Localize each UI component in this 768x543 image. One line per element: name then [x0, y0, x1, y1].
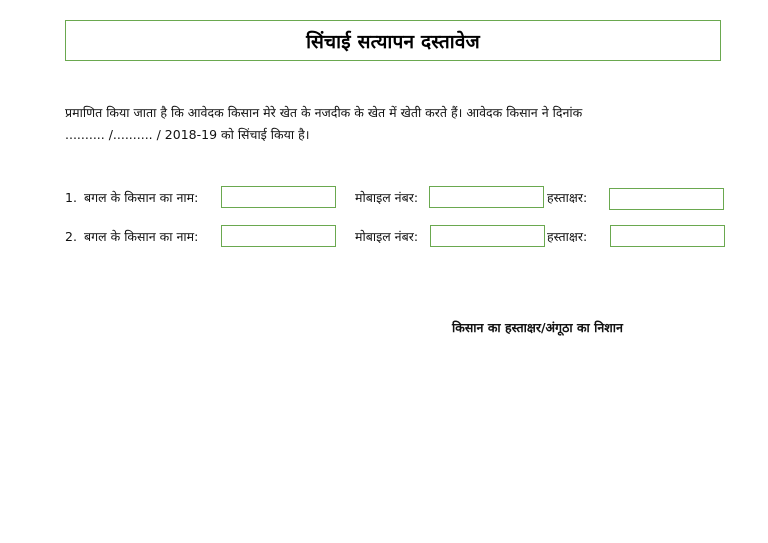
mobile-number-input[interactable] — [430, 225, 545, 247]
certification-statement — [65, 102, 685, 146]
neighbor-name-input[interactable] — [221, 225, 336, 247]
signature-input[interactable] — [609, 188, 724, 210]
mobile-number-label: मोबाइल नंबर: — [355, 229, 419, 244]
row-number: 1. — [65, 190, 77, 205]
neighbor-name-label: बगल के किसान का नाम: — [84, 190, 199, 205]
row-number: 2. — [65, 229, 77, 244]
signature-label: हस्ताक्षर: — [547, 190, 588, 205]
document-title: सिंचाई सत्यापन दस्तावेज — [306, 30, 480, 53]
statement-line-1: प्रमाणित किया जाता है कि आवेदक किसान मेरे खेत के नजदीक के खेत में खेती करते हैं। आवेदक किसान ने दिनांक — [65, 105, 583, 120]
statement-line-2: .......... /.......... / 2018-19 को सिंचाई किया है। — [65, 127, 310, 142]
neighbor-row-2 — [0, 225, 768, 249]
neighbor-name-label: बगल के किसान का नाम: — [84, 229, 199, 244]
mobile-number-label: मोबाइल नंबर: — [355, 190, 419, 205]
title-box — [65, 20, 721, 61]
signature-label: हस्ताक्षर: — [547, 229, 588, 244]
signature-input[interactable] — [610, 225, 725, 247]
farmer-signature-label: किसान का हस्ताक्षर/अंगूठा का निशान — [452, 320, 623, 335]
neighbor-row-1 — [0, 186, 768, 210]
mobile-number-input[interactable] — [429, 186, 544, 208]
neighbor-name-input[interactable] — [221, 186, 336, 208]
